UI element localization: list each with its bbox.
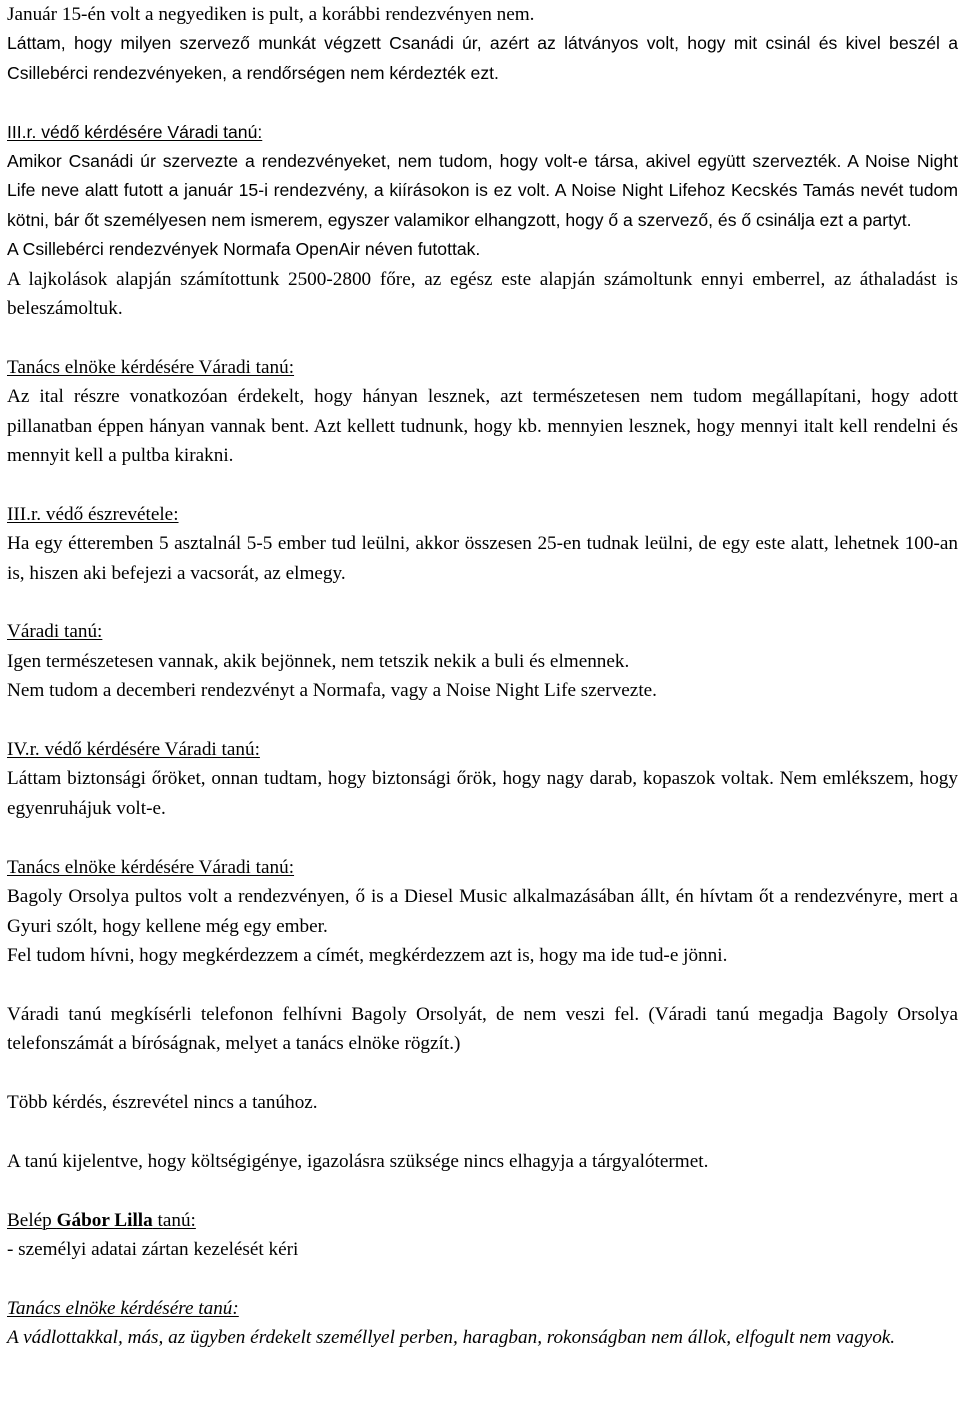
section-heading xyxy=(7,1294,958,1323)
paragraph: Igen természetesen vannak, akik bejönnek, nem tetszik nekik a buli és elmennek. xyxy=(7,650,630,672)
heading-suffix: tanú: xyxy=(152,1209,196,1231)
section-heading xyxy=(7,118,958,147)
paragraph: Bagoly Orsolya pultos volt a rendezvényen, ő is a Diesel Music alkalmazásában állt, én hívtam őt a rendezvényre, mert a Gyuri szólt, hogy kellene még egy ember. xyxy=(7,886,958,937)
intro-line: Január 15-én volt a negyediken is pult, a korábbi rendezvényen nem. xyxy=(7,4,535,25)
heading-text: Váradi tanú: xyxy=(7,621,103,643)
paragraph: Az ital részre vonatkozóan érdekelt, hogy hányan lesznek, azt természetesen nem tudom megállapítani, hogy adott pillanatban éppen hányan vannak bent. Azt kellett tudnunk, hogy kb. mennyien lesznek, hogy mennyi italt kell rendelni és mennyit kell a pultba kirakni. xyxy=(7,386,958,467)
paragraph: A tanú kijelentve, hogy költségigénye, igazolásra szüksége nincs elhagyja a tárgyalótermet. xyxy=(7,1150,709,1172)
section-heading xyxy=(7,735,958,764)
heading-text: IV.r. védő kérdésére Váradi tanú: xyxy=(7,739,260,761)
section-heading xyxy=(7,853,958,882)
section-heading xyxy=(7,353,958,382)
paragraph: - személyi adatai zártan kezelését kéri xyxy=(7,1238,299,1260)
paragraph: Láttam biztonsági őröket, onnan tudtam, hogy biztonsági őrök, hogy nagy darab, kopaszok voltak. Nem emlékszem, hogy egyenruhájuk volt-e. xyxy=(7,768,958,819)
intro-paragraph: Láttam, hogy milyen szervező munkát végzett Csanádi úr, azért az látványos volt, hogy mit csinál és kivel beszél a Csillebérci rendezvényeken, a rendőrségen nem kérdezték ezt. xyxy=(7,33,958,83)
paragraph: A vádlottakkal, más, az ügyben érdekelt személlyel perben, haragban, rokonságban nem állok, elfogult nem vagyok. xyxy=(7,1327,896,1349)
section-heading xyxy=(7,617,958,646)
paragraph: Váradi tanú megkísérli telefonon felhívni Bagoly Orsolyát, de nem veszi fel. (Váradi tanú megadja Bagoly Orsolya telefonszámát a bíróságnak, melyet a tanács elnöke rögzít.) xyxy=(7,1003,958,1055)
paragraph: A lajkolások alapján számítottunk 2500-2800 főre, az egész este alapján számoltunk ennyi emberrel, az áthaladást is beleszámoltuk. xyxy=(7,268,958,320)
section-heading xyxy=(7,500,958,529)
section-heading xyxy=(7,1206,958,1235)
heading-prefix: Belép xyxy=(7,1209,57,1231)
paragraph: Fel tudom hívni, hogy megkérdezzem a címét, megkérdezzem azt is, hogy ma ide tud-e jönni. xyxy=(7,944,728,966)
heading-text: Tanács elnöke kérdésére Váradi tanú: xyxy=(7,356,295,378)
heading-text xyxy=(7,1210,196,1231)
paragraph: Amikor Csanádi úr szervezte a rendezvényeket, nem tudom, hogy volt-e társa, akivel együtt szervezték. A Noise Night Life neve alatt futott a január 15-i rendezvény, a kiírásokon is ez volt. A Noise Night Lifehoz Kecskés Tamás nevét tudom kötni, bár őt személyesen nem ismerem, egyszer valamikor elhangzott, hogy ő a szervező, és ő csinálja ezt a partyt. xyxy=(7,151,958,230)
paragraph: A Csillebérci rendezvények Normafa OpenAir néven futottak. xyxy=(7,239,481,260)
document-page xyxy=(7,0,958,1353)
heading-text: III.r. védő észrevétele: xyxy=(7,503,179,525)
heading-text: Tanács elnöke kérdésére Váradi tanú: xyxy=(7,856,295,878)
paragraph: Nem tudom a decemberi rendezvényt a Normafa, vagy a Noise Night Life szervezte. xyxy=(7,680,657,702)
paragraph: Ha egy étteremben 5 asztalnál 5-5 ember tud leülni, akkor összesen 25-en tudnak leülni, de egy este alatt, lehetnek 100-an is, hiszen aki befejezi a vacsorát, az elmegy. xyxy=(7,533,958,584)
heading-text: III.r. védő kérdésére Váradi tanú: xyxy=(7,121,263,142)
heading-text: Tanács elnöke kérdésére tanú: xyxy=(7,1297,239,1319)
witness-name: Gábor Lilla xyxy=(56,1209,153,1231)
paragraph: Több kérdés, észrevétel nincs a tanúhoz. xyxy=(7,1091,318,1113)
